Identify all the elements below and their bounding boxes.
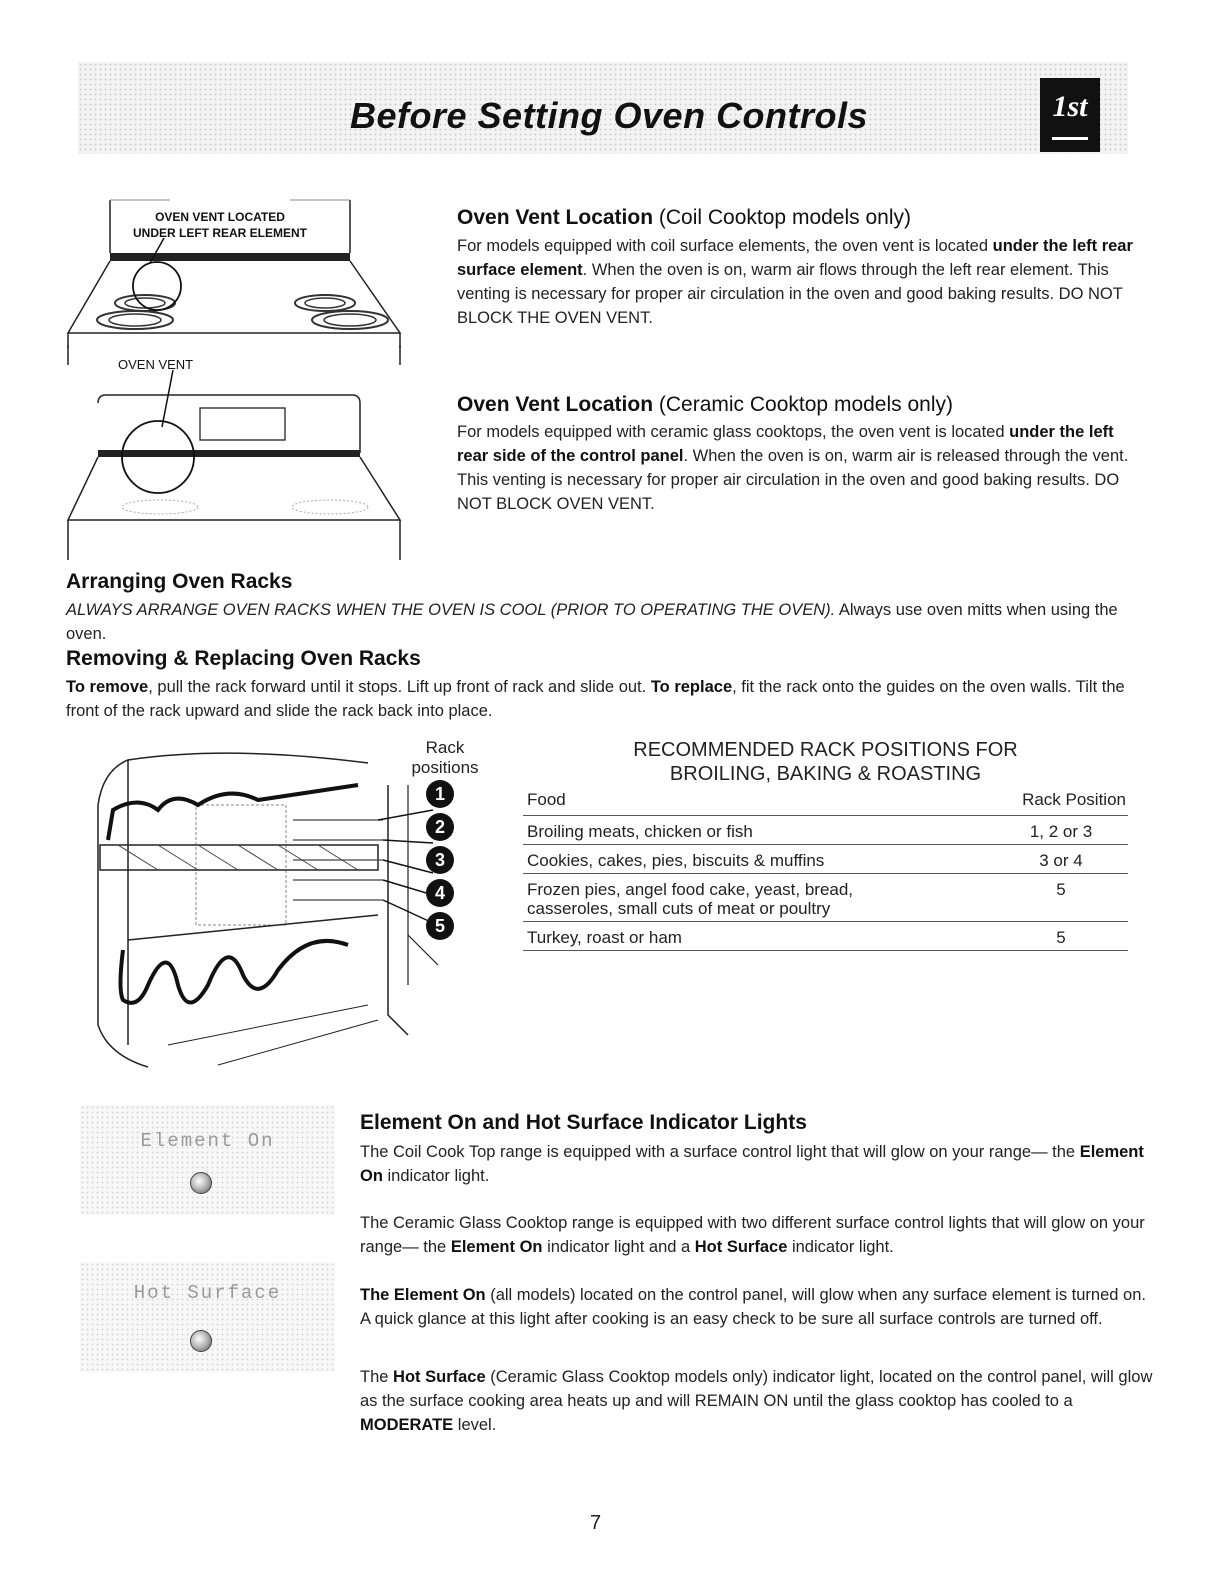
ceramic-vent-heading (457, 393, 953, 417)
table-row (523, 845, 1128, 874)
table-cell-food: Broiling meats, chicken or fish (527, 822, 753, 841)
indicator-paragraph-3 (360, 1283, 1155, 1331)
table-row (523, 816, 1128, 845)
indicator-p4-text-1: The (360, 1368, 394, 1386)
indicator-paragraph-1 (360, 1140, 1155, 1188)
page-number: 7 (590, 1512, 602, 1534)
coil-vent-heading-note: (Coil Cooktop models only) (658, 206, 911, 229)
removing-bold-2: To replace (650, 678, 733, 696)
indicator-paragraph-4 (360, 1365, 1155, 1437)
ceramic-vent-label: OVEN VENT (118, 357, 194, 372)
removing-text-2: , fit the rack onto the guides on the oven walls. Tilt the front of the rack upward and slide the rack back into place. (66, 678, 1125, 720)
indicator-p2-text-2: indicator light and a (542, 1238, 695, 1256)
table-cell-position: 1, 2 or 3 (1029, 822, 1093, 841)
rack-positions-caption (400, 738, 490, 778)
rack-table-caption-line-2: BROILING, BAKING & ROASTING (669, 763, 982, 785)
rack-marker-1: 1 (426, 780, 454, 808)
table-row (523, 874, 1128, 922)
table-header-row (523, 790, 1128, 816)
removing-racks-paragraph (66, 675, 1156, 723)
ceramic-vent-text-1: For models equipped with ceramic glass cooktops, the oven vent is located (457, 423, 1010, 441)
table-cell-food-line-1: Frozen pies, angel food cake, yeast, bread, (527, 880, 854, 899)
coil-vent-heading (457, 206, 911, 230)
arranging-racks-warning: ALWAYS ARRANGE OVEN RACKS WHEN THE OVEN IS COOL (PRIOR TO OPERATING THE OVEN). (66, 601, 836, 619)
rack-label-line-1: Rack (425, 738, 465, 757)
ceramic-vent-heading-text: Oven Vent Location (457, 393, 654, 416)
ceramic-cooktop-figure (60, 345, 405, 560)
coil-vent-bold-1: under the left rear surface element (457, 237, 1133, 279)
element-on-light-icon (190, 1172, 212, 1194)
table-cell-position: 5 (1056, 880, 1066, 899)
ceramic-vent-paragraph (457, 420, 1137, 516)
indicator-p4-text-2: (Ceramic Glass Cooktop models only) indicator light, located on the control panel, will glow as the surface cooking area heats up and will REMAIN ON until the glass cooktop has cooled to a (360, 1368, 1153, 1410)
indicator-p1-text-2: indicator light. (382, 1167, 490, 1185)
section-badge: 1st (1040, 78, 1100, 152)
rack-table-caption-line-1: RECOMMENDED RACK POSITIONS FOR (633, 739, 1018, 761)
column-header-rack-position: Rack Position (1022, 790, 1126, 809)
removing-racks-heading: Removing & Replacing Oven Racks (66, 647, 421, 670)
arranging-racks-text: Always use oven mitts when using the oven. (66, 601, 1118, 643)
ceramic-vent-text-2: . When the oven is on, warm air is released through the vent. This venting is necessary for proper air circulation in the oven and good baking results. DO NOT BLOCK OVEN VENT. (457, 447, 1129, 513)
indicator-p2-text-1: The Ceramic Glass Cooktop range is equipped with two different surface control lights that will glow on your range— the (360, 1214, 1145, 1256)
indicator-p1-text-1: The Coil Cook Top range is equipped with a surface control light that will glow on your range— the (360, 1143, 1080, 1161)
oven-rack-illustration (78, 745, 478, 1070)
indicator-paragraph-2 (360, 1211, 1155, 1259)
indicator-p1-bold-1: Element On (360, 1143, 1144, 1185)
ceramic-vent-heading-note: (Ceramic Cooktop models only) (658, 393, 953, 416)
rack-label-line-2: positions (411, 758, 479, 777)
table-cell-food: Turkey, roast or ham (527, 928, 682, 947)
rack-positions-table (523, 790, 1128, 951)
arranging-racks-heading: Arranging Oven Racks (66, 570, 293, 593)
rack-marker-4: 4 (426, 879, 454, 907)
table-cell-food (527, 880, 853, 918)
indicator-p4-bold-2: MODERATE (360, 1416, 454, 1434)
element-on-light-panel (80, 1105, 335, 1215)
table-cell-position: 5 (1056, 928, 1066, 947)
table-cell-food: Cookies, cakes, pies, biscuits & muffins (527, 851, 825, 870)
column-header-food: Food (527, 790, 566, 809)
rack-position-markers (424, 780, 456, 950)
rack-marker-2: 2 (426, 813, 454, 841)
indicator-p3-bold-1: The Element On (360, 1286, 486, 1304)
indicator-p2-bold-1: Element On (450, 1238, 543, 1256)
removing-text-1: , pull the rack forward until it stops. Lift up front of rack and slide out. (148, 678, 651, 696)
table-cell-position: 3 or 4 (1039, 851, 1083, 870)
indicator-p4-bold-1: Hot Surface (393, 1368, 486, 1386)
ceramic-cooktop-illustration (60, 345, 405, 560)
element-on-light-label: Element On (140, 1130, 275, 1152)
coil-vent-text-1: For models equipped with coil surface elements, the oven vent is located (457, 237, 993, 255)
oven-rack-figure (78, 745, 478, 1070)
removing-bold-1: To remove (66, 678, 149, 696)
rack-marker-5: 5 (426, 912, 454, 940)
page-title: Before Setting Oven Controls (350, 95, 869, 136)
coil-vent-text-2: . When the oven is on, warm air flows through the left rear element. This venting is necessary for proper air circulation in the oven and good baking results. DO NOT BLOCK THE OVEN VENT. (457, 261, 1123, 327)
table-row (523, 922, 1128, 951)
indicator-p3-text-1: (all models) located on the control panel, will glow when any surface element is turned on. A quick glance at this light after cooking is an easy check to be sure all surface controls are turned off. (360, 1286, 1146, 1328)
rack-table-caption (523, 738, 1128, 786)
hot-surface-light-icon (190, 1330, 212, 1352)
arranging-racks-paragraph (66, 598, 1156, 646)
coil-vent-label-line-1: OVEN VENT LOCATED (155, 210, 285, 224)
table-cell-food-line-2: casseroles, small cuts of meat or poultry (527, 899, 831, 918)
indicator-p4-text-3: level. (453, 1416, 497, 1434)
hot-surface-light-label: Hot Surface (133, 1282, 282, 1304)
indicator-p2-text-3: indicator light. (787, 1238, 894, 1256)
ceramic-vent-bold-1: under the left rear side of the control panel (457, 423, 1114, 465)
coil-vent-label-line-2: UNDER LEFT REAR ELEMENT (133, 226, 307, 240)
hot-surface-light-panel (80, 1262, 335, 1372)
coil-vent-paragraph (457, 234, 1147, 330)
indicator-p2-bold-2: Hot Surface (694, 1238, 788, 1256)
rack-marker-3: 3 (426, 846, 454, 874)
coil-vent-heading-text: Oven Vent Location (457, 206, 654, 229)
indicator-lights-heading: Element On and Hot Surface Indicator Lights (360, 1111, 807, 1134)
